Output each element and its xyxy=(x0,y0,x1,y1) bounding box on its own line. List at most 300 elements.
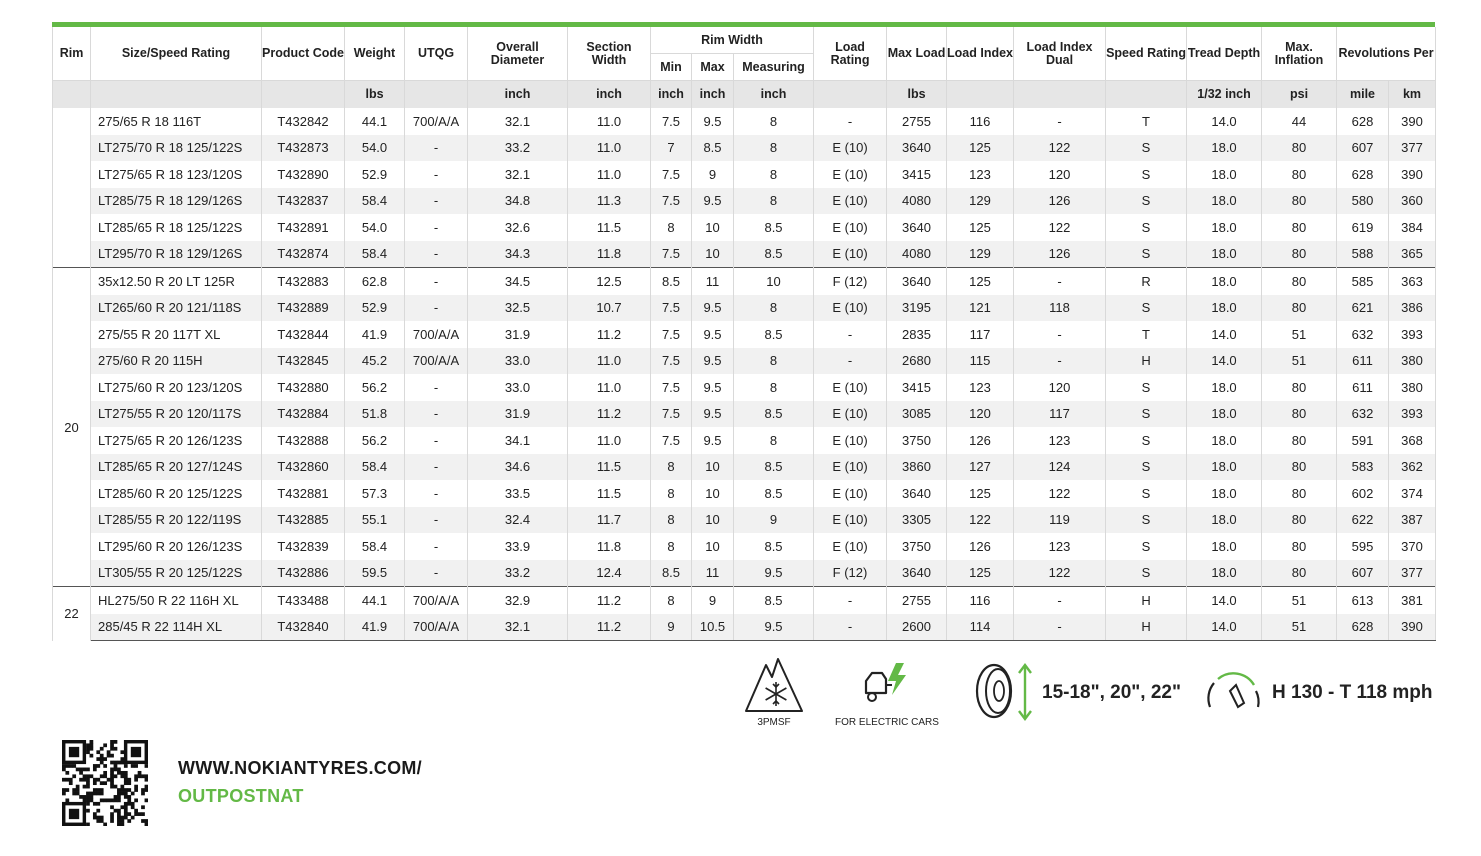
units-row xyxy=(53,81,1436,109)
table-cell: 11.0 xyxy=(568,348,651,375)
table-cell: 116 xyxy=(947,108,1014,135)
col-product-code: Product Code xyxy=(262,27,345,81)
col-rim-width: Rim Width xyxy=(651,27,814,54)
table-cell: 18.0 xyxy=(1187,427,1262,454)
table-cell: - xyxy=(1014,614,1106,641)
table-cell: 10 xyxy=(692,533,734,560)
table-cell: 611 xyxy=(1337,374,1389,401)
table-cell: 621 xyxy=(1337,295,1389,322)
label-3pmsf: 3PMSF xyxy=(757,717,791,728)
table-cell: 80 xyxy=(1262,188,1337,215)
table-cell: 33.2 xyxy=(468,135,568,162)
col-rim-measuring: Measuring xyxy=(734,54,814,81)
table-cell: 80 xyxy=(1262,135,1337,162)
table-cell: 125 xyxy=(947,214,1014,241)
tire-size-cell: LT285/65 R 18 125/122S xyxy=(91,214,262,241)
table-cell: 126 xyxy=(1014,241,1106,268)
table-cell: 18.0 xyxy=(1187,401,1262,428)
table-cell: - xyxy=(405,480,468,507)
table-row xyxy=(53,161,1436,188)
table-cell: - xyxy=(814,614,887,641)
table-cell: 3415 xyxy=(887,374,947,401)
table-cell: 114 xyxy=(947,614,1014,641)
table-cell: 7.5 xyxy=(651,161,692,188)
tire-spec-table xyxy=(52,27,1436,641)
table-cell: S xyxy=(1106,374,1187,401)
table-cell: 700/A/A xyxy=(405,587,468,614)
tire-size-cell: LT275/70 R 18 125/122S xyxy=(91,135,262,162)
table-cell: - xyxy=(1014,268,1106,295)
table-cell: 33.2 xyxy=(468,560,568,587)
table-cell: 129 xyxy=(947,188,1014,215)
table-cell: 18.0 xyxy=(1187,161,1262,188)
table-cell: 33.0 xyxy=(468,348,568,375)
table-cell: - xyxy=(405,427,468,454)
table-cell: 11.0 xyxy=(568,161,651,188)
table-cell: T432891 xyxy=(262,214,345,241)
unit-cell: mile xyxy=(1337,81,1389,109)
table-cell: 8 xyxy=(651,480,692,507)
table-cell: 11.2 xyxy=(568,401,651,428)
table-cell: 18.0 xyxy=(1187,480,1262,507)
table-cell: 9 xyxy=(692,161,734,188)
table-cell: E (10) xyxy=(814,374,887,401)
table-cell: 45.2 xyxy=(345,348,405,375)
col-size: Size/Speed Rating xyxy=(91,27,262,81)
table-cell: 8 xyxy=(651,214,692,241)
table-cell: - xyxy=(405,560,468,587)
table-cell: 32.6 xyxy=(468,214,568,241)
table-cell: T432837 xyxy=(262,188,345,215)
table-cell: 18.0 xyxy=(1187,560,1262,587)
table-cell: 3415 xyxy=(887,161,947,188)
tire-size-cell: HL275/50 R 22 116H XL xyxy=(91,587,262,614)
unit-cell: inch xyxy=(734,81,814,109)
table-cell: 611 xyxy=(1337,348,1389,375)
table-cell: 33.9 xyxy=(468,533,568,560)
unit-cell: inch xyxy=(568,81,651,109)
table-cell: 14.0 xyxy=(1187,321,1262,348)
tire-size-cell: LT285/75 R 18 129/126S xyxy=(91,188,262,215)
table-cell: 18.0 xyxy=(1187,214,1262,241)
table-cell: 9 xyxy=(651,614,692,641)
table-cell: 51 xyxy=(1262,614,1337,641)
table-cell: 123 xyxy=(947,374,1014,401)
table-cell: T432880 xyxy=(262,374,345,401)
table-cell: E (10) xyxy=(814,507,887,534)
table-cell: 585 xyxy=(1337,268,1389,295)
table-cell: 80 xyxy=(1262,507,1337,534)
table-row xyxy=(53,214,1436,241)
table-cell: 18.0 xyxy=(1187,533,1262,560)
qr-code-icon[interactable] xyxy=(62,740,148,826)
table-cell: 10 xyxy=(692,454,734,481)
table-cell: 11.0 xyxy=(568,108,651,135)
table-row xyxy=(53,533,1436,560)
table-cell: 80 xyxy=(1262,480,1337,507)
table-cell: 18.0 xyxy=(1187,188,1262,215)
tire-size-cell: LT295/60 R 20 126/123S xyxy=(91,533,262,560)
table-cell: 9.5 xyxy=(692,348,734,375)
table-row xyxy=(53,587,1436,614)
table-cell: 9.5 xyxy=(734,560,814,587)
unit-cell xyxy=(1106,81,1187,109)
col-max-load: Max Load xyxy=(887,27,947,81)
col-weight: Weight xyxy=(345,27,405,81)
unit-cell xyxy=(53,81,91,109)
table-row xyxy=(53,374,1436,401)
table-row xyxy=(53,241,1436,268)
unit-cell: lbs xyxy=(345,81,405,109)
table-cell: 125 xyxy=(947,135,1014,162)
table-cell: 126 xyxy=(947,533,1014,560)
col-overall-diameter: Overall Diameter xyxy=(468,27,568,81)
col-revolutions-per: Revolutions Per xyxy=(1337,27,1436,81)
table-cell: 123 xyxy=(947,161,1014,188)
table-cell: 11.8 xyxy=(568,533,651,560)
table-cell: 80 xyxy=(1262,427,1337,454)
table-cell: - xyxy=(405,507,468,534)
table-cell: 12.4 xyxy=(568,560,651,587)
table-cell: 11 xyxy=(692,560,734,587)
table-cell: 11.2 xyxy=(568,321,651,348)
table-cell: 11.3 xyxy=(568,188,651,215)
table-cell: 8.5 xyxy=(734,480,814,507)
table-cell: - xyxy=(405,241,468,268)
table-cell: 54.0 xyxy=(345,214,405,241)
tire-size-cell: LT285/65 R 20 127/124S xyxy=(91,454,262,481)
label-electric-cars: FOR ELECTRIC CARS xyxy=(835,717,939,728)
table-cell: 10 xyxy=(692,241,734,268)
unit-cell xyxy=(1014,81,1106,109)
col-tread-depth: Tread Depth xyxy=(1187,27,1262,81)
table-cell: T432885 xyxy=(262,507,345,534)
table-cell: E (10) xyxy=(814,454,887,481)
table-cell: E (10) xyxy=(814,161,887,188)
table-cell: 125 xyxy=(947,480,1014,507)
table-cell: 377 xyxy=(1389,135,1436,162)
table-cell: 34.6 xyxy=(468,454,568,481)
tire-size-cell: 35x12.50 R 20 LT 125R xyxy=(91,268,262,295)
table-cell: H xyxy=(1106,587,1187,614)
table-cell: 10.5 xyxy=(692,614,734,641)
table-cell: 7.5 xyxy=(651,321,692,348)
table-row xyxy=(53,188,1436,215)
table-cell: 41.9 xyxy=(345,321,405,348)
table-cell: 117 xyxy=(947,321,1014,348)
table-cell: 11.0 xyxy=(568,374,651,401)
tire-size-cell: 285/45 R 22 114H XL xyxy=(91,614,262,641)
table-cell: 31.9 xyxy=(468,321,568,348)
table-cell: 393 xyxy=(1389,321,1436,348)
table-cell: 14.0 xyxy=(1187,587,1262,614)
sizes-text: 15-18", 20", 22" xyxy=(1042,682,1182,703)
table-cell: 34.1 xyxy=(468,427,568,454)
table-cell: 80 xyxy=(1262,161,1337,188)
table-cell: T432860 xyxy=(262,454,345,481)
table-cell: 387 xyxy=(1389,507,1436,534)
table-cell: 32.1 xyxy=(468,161,568,188)
tire-size-icon xyxy=(974,661,1036,723)
table-cell: - xyxy=(814,348,887,375)
table-cell: 51.8 xyxy=(345,401,405,428)
table-cell: S xyxy=(1106,188,1187,215)
table-cell: T432884 xyxy=(262,401,345,428)
table-cell: - xyxy=(1014,348,1106,375)
table-cell: 607 xyxy=(1337,560,1389,587)
table-cell: 54.0 xyxy=(345,135,405,162)
table-cell: 56.2 xyxy=(345,374,405,401)
col-speed-rating: Speed Rating xyxy=(1106,27,1187,81)
rim-size-cell: 22 xyxy=(53,587,91,641)
table-cell: 10.7 xyxy=(568,295,651,322)
website-url-line-1[interactable]: WWW.NOKIANTYRES.COM/ xyxy=(178,758,422,778)
table-cell: 700/A/A xyxy=(405,614,468,641)
table-cell: 8.5 xyxy=(651,560,692,587)
table-cell: 9.5 xyxy=(692,401,734,428)
table-cell: 10 xyxy=(734,268,814,295)
table-cell: 7.5 xyxy=(651,241,692,268)
col-max-inflation: Max. Inflation xyxy=(1262,27,1337,81)
table-cell: 32.9 xyxy=(468,587,568,614)
table-cell: 11.8 xyxy=(568,241,651,268)
unit-cell xyxy=(262,81,345,109)
unit-cell xyxy=(91,81,262,109)
table-cell: - xyxy=(1014,587,1106,614)
table-cell: 700/A/A xyxy=(405,108,468,135)
table-cell: 628 xyxy=(1337,108,1389,135)
table-cell: 123 xyxy=(1014,533,1106,560)
tire-size-cell: LT285/55 R 20 122/119S xyxy=(91,507,262,534)
table-cell: 58.4 xyxy=(345,241,405,268)
table-cell: 9.5 xyxy=(692,295,734,322)
table-cell: 362 xyxy=(1389,454,1436,481)
table-cell: E (10) xyxy=(814,214,887,241)
table-cell: 9.5 xyxy=(692,427,734,454)
table-cell: 7.5 xyxy=(651,295,692,322)
table-cell: 10 xyxy=(692,480,734,507)
table-cell: 8 xyxy=(734,427,814,454)
table-cell: T432874 xyxy=(262,241,345,268)
table-cell: - xyxy=(814,108,887,135)
unit-cell: lbs xyxy=(887,81,947,109)
table-cell: 602 xyxy=(1337,480,1389,507)
table-cell: 8.5 xyxy=(692,135,734,162)
table-cell: 2680 xyxy=(887,348,947,375)
table-cell: 380 xyxy=(1389,348,1436,375)
table-row xyxy=(53,560,1436,587)
tire-size-cell: LT275/65 R 20 126/123S xyxy=(91,427,262,454)
table-cell: T432890 xyxy=(262,161,345,188)
rim-size-cell xyxy=(53,108,91,268)
table-cell: S xyxy=(1106,295,1187,322)
table-cell: 628 xyxy=(1337,161,1389,188)
table-cell: E (10) xyxy=(814,533,887,560)
table-cell: 7 xyxy=(651,135,692,162)
table-cell: 8.5 xyxy=(734,587,814,614)
table-cell: 122 xyxy=(1014,135,1106,162)
table-cell: 374 xyxy=(1389,480,1436,507)
table-cell: T432883 xyxy=(262,268,345,295)
table-cell: 384 xyxy=(1389,214,1436,241)
table-cell: - xyxy=(405,374,468,401)
table-cell: S xyxy=(1106,454,1187,481)
table-cell: 377 xyxy=(1389,560,1436,587)
table-row xyxy=(53,507,1436,534)
table-cell: T432844 xyxy=(262,321,345,348)
table-cell: - xyxy=(1014,321,1106,348)
table-row xyxy=(53,135,1436,162)
table-cell: 123 xyxy=(1014,427,1106,454)
table-cell: 80 xyxy=(1262,454,1337,481)
table-cell: 3750 xyxy=(887,533,947,560)
table-cell: 80 xyxy=(1262,214,1337,241)
table-cell: H xyxy=(1106,348,1187,375)
table-cell: - xyxy=(405,188,468,215)
table-cell: T432840 xyxy=(262,614,345,641)
table-cell: 33.0 xyxy=(468,374,568,401)
table-cell: 622 xyxy=(1337,507,1389,534)
table-cell: 393 xyxy=(1389,401,1436,428)
table-cell: T432845 xyxy=(262,348,345,375)
table-cell: 34.5 xyxy=(468,268,568,295)
table-cell: 595 xyxy=(1337,533,1389,560)
table-cell: 11.5 xyxy=(568,214,651,241)
table-cell: 31.9 xyxy=(468,401,568,428)
table-cell: 11.2 xyxy=(568,587,651,614)
table-cell: 368 xyxy=(1389,427,1436,454)
table-cell: E (10) xyxy=(814,401,887,428)
table-cell: 8 xyxy=(651,533,692,560)
tire-size-cell: 275/65 R 18 116T xyxy=(91,108,262,135)
table-cell: 32.4 xyxy=(468,507,568,534)
table-cell: 8.5 xyxy=(734,533,814,560)
table-cell: 2755 xyxy=(887,108,947,135)
col-load-index: Load Index xyxy=(947,27,1014,81)
table-cell: 9.5 xyxy=(692,188,734,215)
table-cell: 14.0 xyxy=(1187,108,1262,135)
table-cell: 119 xyxy=(1014,507,1106,534)
table-cell: 8 xyxy=(651,454,692,481)
table-cell: 619 xyxy=(1337,214,1389,241)
table-cell: S xyxy=(1106,560,1187,587)
table-cell: S xyxy=(1106,161,1187,188)
table-row xyxy=(53,348,1436,375)
table-cell: - xyxy=(405,295,468,322)
table-cell: 118 xyxy=(1014,295,1106,322)
feature-icons xyxy=(740,655,1440,735)
table-cell: - xyxy=(1014,108,1106,135)
table-cell: 122 xyxy=(1014,560,1106,587)
table-cell: 365 xyxy=(1389,241,1436,268)
table-cell: 52.9 xyxy=(345,161,405,188)
table-row xyxy=(53,268,1436,295)
table-cell: E (10) xyxy=(814,188,887,215)
table-cell: 8 xyxy=(734,188,814,215)
col-utqg: UTQG xyxy=(405,27,468,81)
table-cell: 580 xyxy=(1337,188,1389,215)
table-cell: 632 xyxy=(1337,401,1389,428)
table-cell: 9.5 xyxy=(734,614,814,641)
table-cell: 55.1 xyxy=(345,507,405,534)
table-cell: 122 xyxy=(947,507,1014,534)
table-cell: E (10) xyxy=(814,241,887,268)
table-cell: 14.0 xyxy=(1187,614,1262,641)
table-cell: 122 xyxy=(1014,214,1106,241)
table-cell: 44 xyxy=(1262,108,1337,135)
table-cell: - xyxy=(405,401,468,428)
rim-size-cell: 20 xyxy=(53,268,91,587)
table-cell: T432889 xyxy=(262,295,345,322)
unit-cell: inch xyxy=(692,81,734,109)
table-cell: - xyxy=(814,587,887,614)
table-cell: S xyxy=(1106,135,1187,162)
table-cell: 386 xyxy=(1389,295,1436,322)
unit-cell: inch xyxy=(468,81,568,109)
table-cell: T xyxy=(1106,108,1187,135)
table-cell: 2755 xyxy=(887,587,947,614)
speed-text: H 130 - T 118 mph xyxy=(1272,682,1433,703)
electric-car-icon xyxy=(862,661,912,705)
table-cell: 18.0 xyxy=(1187,135,1262,162)
table-cell: - xyxy=(405,161,468,188)
unit-cell: inch xyxy=(651,81,692,109)
table-cell: 18.0 xyxy=(1187,241,1262,268)
table-cell: 390 xyxy=(1389,161,1436,188)
tire-size-cell: 275/55 R 20 117T XL xyxy=(91,321,262,348)
unit-cell xyxy=(947,81,1014,109)
table-cell: 57.3 xyxy=(345,480,405,507)
table-cell: - xyxy=(405,268,468,295)
table-cell: S xyxy=(1106,427,1187,454)
table-cell: 8 xyxy=(734,374,814,401)
table-cell: 14.0 xyxy=(1187,348,1262,375)
website-url-line-2[interactable]: OUTPOSTNAT xyxy=(178,786,304,806)
table-cell: 7.5 xyxy=(651,401,692,428)
table-cell: 56.2 xyxy=(345,427,405,454)
table-cell: 628 xyxy=(1337,614,1389,641)
table-cell: 18.0 xyxy=(1187,374,1262,401)
col-load-index-dual: Load Index Dual xyxy=(1014,27,1106,81)
table-cell: 3640 xyxy=(887,135,947,162)
table-cell: 32.1 xyxy=(468,614,568,641)
table-cell: S xyxy=(1106,480,1187,507)
unit-cell: km xyxy=(1389,81,1436,109)
table-cell: T432839 xyxy=(262,533,345,560)
table-cell: - xyxy=(405,214,468,241)
table-row xyxy=(53,108,1436,135)
table-cell: S xyxy=(1106,214,1187,241)
table-cell: - xyxy=(814,321,887,348)
table-cell: 11.5 xyxy=(568,454,651,481)
unit-cell: 1/32 inch xyxy=(1187,81,1262,109)
table-cell: 120 xyxy=(1014,161,1106,188)
table-cell: 9 xyxy=(734,507,814,534)
table-cell: E (10) xyxy=(814,480,887,507)
table-cell: 8.5 xyxy=(734,401,814,428)
table-cell: 51 xyxy=(1262,587,1337,614)
table-cell: 9 xyxy=(692,587,734,614)
table-cell: 3195 xyxy=(887,295,947,322)
table-cell: 52.9 xyxy=(345,295,405,322)
table-cell: 3640 xyxy=(887,480,947,507)
table-cell: T432888 xyxy=(262,427,345,454)
mountain-snowflake-icon xyxy=(744,655,804,715)
table-row xyxy=(53,401,1436,428)
table-cell: 80 xyxy=(1262,268,1337,295)
table-cell: 59.5 xyxy=(345,560,405,587)
table-cell: 120 xyxy=(947,401,1014,428)
